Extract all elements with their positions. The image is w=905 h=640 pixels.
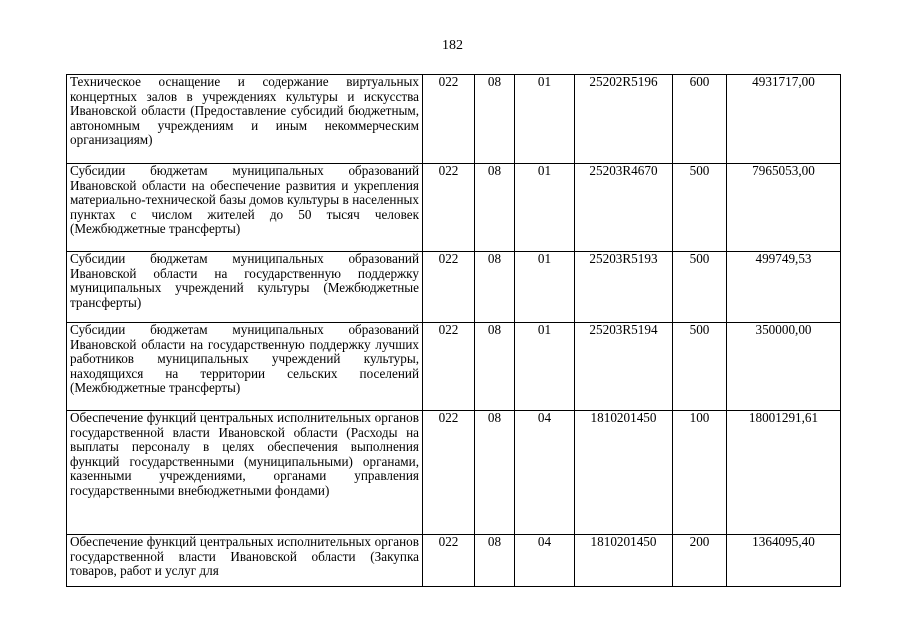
row-amount: 499749,53 xyxy=(727,252,841,323)
row-subsection-code: 01 xyxy=(515,75,575,164)
table-row xyxy=(67,323,841,411)
row-amount: 18001291,61 xyxy=(727,411,841,535)
row-subsection-code: 01 xyxy=(515,164,575,252)
row-target-code: 25203R4670 xyxy=(575,164,673,252)
row-subsection-code: 04 xyxy=(515,535,575,587)
row-subsection-code: 01 xyxy=(515,323,575,411)
row-section-code: 08 xyxy=(475,535,515,587)
row-description: Обеспечение функций центральных исполнительных органов государственной власти Ивановской области (Закупка товаров, работ и услуг для xyxy=(67,535,423,587)
row-subsection-code: 01 xyxy=(515,252,575,323)
table-row xyxy=(67,75,841,164)
page-number: 182 xyxy=(442,38,463,53)
table-row xyxy=(67,252,841,323)
row-expense-type: 500 xyxy=(673,164,727,252)
row-grbs-code: 022 xyxy=(423,411,475,535)
row-grbs-code: 022 xyxy=(423,164,475,252)
row-description: Техническое оснащение и содержание виртуальных концертных залов в учреждениях культуры и искусства Ивановской области (Предоставление субсидий бюджетным, автономным учреждениям и иным некоммерческим организациям) xyxy=(67,75,423,164)
row-expense-type: 500 xyxy=(673,323,727,411)
row-amount: 350000,00 xyxy=(727,323,841,411)
row-expense-type: 500 xyxy=(673,252,727,323)
budget-table xyxy=(66,74,841,587)
row-expense-type: 100 xyxy=(673,411,727,535)
row-target-code: 25202R5196 xyxy=(575,75,673,164)
row-expense-type: 600 xyxy=(673,75,727,164)
row-target-code: 25203R5194 xyxy=(575,323,673,411)
row-section-code: 08 xyxy=(475,252,515,323)
row-section-code: 08 xyxy=(475,323,515,411)
row-grbs-code: 022 xyxy=(423,535,475,587)
row-section-code: 08 xyxy=(475,75,515,164)
row-section-code: 08 xyxy=(475,411,515,535)
row-grbs-code: 022 xyxy=(423,252,475,323)
row-amount: 1364095,40 xyxy=(727,535,841,587)
row-expense-type: 200 xyxy=(673,535,727,587)
row-amount: 7965053,00 xyxy=(727,164,841,252)
row-description: Обеспечение функций центральных исполнительных органов государственной власти Ивановской области (Расходы на выплаты персоналу в целях обеспечения выполнения функций государственными (муниципальными) органами, казенными учреждениями, органами управления государственными внебюджетными фондами) xyxy=(67,411,423,535)
row-description: Субсидии бюджетам муниципальных образований Ивановской области на государственную поддержку муниципальных учреждений культуры (Межбюджетные трансферты) xyxy=(67,252,423,323)
row-description: Субсидии бюджетам муниципальных образований Ивановской области на государственную поддержку лучших работников муниципальных учреждений культуры, находящихся на территории сельских поселений (Межбюджетные трансферты) xyxy=(67,323,423,411)
table-row xyxy=(67,535,841,587)
row-section-code: 08 xyxy=(475,164,515,252)
row-subsection-code: 04 xyxy=(515,411,575,535)
row-amount: 4931717,00 xyxy=(727,75,841,164)
row-target-code: 25203R5193 xyxy=(575,252,673,323)
table-row xyxy=(67,411,841,535)
table-row xyxy=(67,164,841,252)
row-target-code: 1810201450 xyxy=(575,411,673,535)
row-grbs-code: 022 xyxy=(423,75,475,164)
row-target-code: 1810201450 xyxy=(575,535,673,587)
row-description: Субсидии бюджетам муниципальных образований Ивановской области на обеспечение развития и укрепления материально-технической базы домов культуры в населенных пунктах с числом жителей до 50 тысяч человек (Межбюджетные трансферты) xyxy=(67,164,423,252)
row-grbs-code: 022 xyxy=(423,323,475,411)
